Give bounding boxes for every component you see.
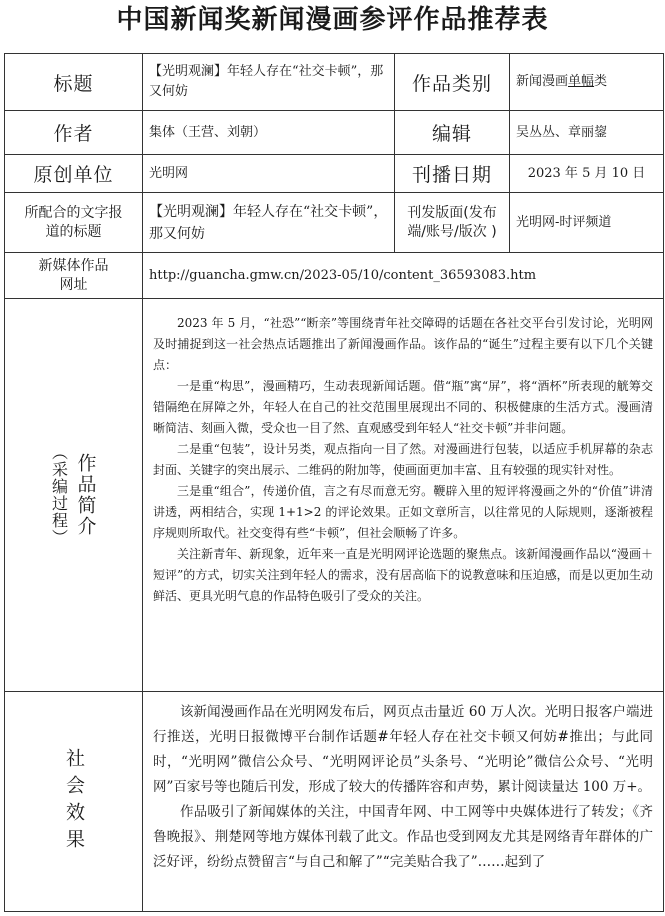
label-publish-date: 刊播日期	[395, 155, 510, 193]
label-effect-text	[5, 748, 142, 856]
label-intro-sub: （采编过程）	[49, 444, 69, 546]
label-title: 标题	[5, 54, 143, 111]
effect-char: 社会效果	[63, 747, 85, 856]
label-unit: 原创单位	[5, 155, 143, 193]
value-edition: 光明网-时评频道	[510, 193, 664, 253]
label-editor: 编辑	[395, 111, 510, 155]
page-title: 中国新闻奖新闻漫画参评作品推荐表	[116, 5, 549, 35]
category-prefix: 新闻漫画	[516, 74, 569, 89]
label-intro-main: 作品简介	[74, 453, 97, 537]
label-edition: 刊发版面(发布端/账号/版次 )	[395, 193, 510, 253]
intro-paragraph: 2023 年 5 月，“社恐”“断亲”等围绕青年社交障碍的话题在各社交平台引发讨论，光明网及时捕捉到这一社会热点话题推出了新闻漫画作品。该作品的“诞生”过程主要有以下几个关键点：	[153, 316, 653, 372]
row-title	[5, 54, 664, 111]
intro-paragraph: 一是重“构思”，漫画精巧，生动表现新闻话题。借“瓶”寓“屏”，将“酒杯”所表现的觥筹交错隔绝在屏障之外，年轻人在自己的社交范围里展现出不同的、积极健康的生活方式。漫画清晰简洁、刻画入微，受众也一目了然、直观感受到年轻人“社交卡顿”并非问题。	[153, 379, 653, 435]
recommendation-form	[4, 53, 664, 912]
label-author: 作者	[5, 111, 143, 155]
value-unit: 光明网	[143, 155, 395, 193]
intro-paragraph: 三是重“组合”，传递价值，言之有尽而意无穷。鞭辟入里的短评将漫画之外的“价值”讲清讲透，两相结合，实现 1+1>2 的评论效果。正如文章所言，以往常见的人际规则，逐渐被程序规则所取代。社交变得有些“卡顿”，但社会顺畅了许多。	[153, 484, 653, 540]
value-title: 【光明观澜】年轻人存在“社交卡顿”，那又何妨	[143, 54, 395, 111]
value-publish-date: 2023 年 5 月 10 日	[510, 155, 664, 193]
row-intro	[5, 299, 664, 692]
label-effect	[5, 692, 143, 912]
row-author	[5, 111, 664, 155]
intro-content	[143, 299, 664, 692]
effect-content	[143, 692, 664, 912]
row-effect	[5, 692, 664, 912]
effect-paragraph: 作品吸引了新闻媒体的关注，中国青年网、中工网等中央媒体进行了转发；《齐鲁晚报》、荆楚网等地方媒体刊载了此文。作品也受到网友尤其是网络青年群体的广泛好评，纷纷点赞留言“与自己和解了”“完美贴合我了”……起到了	[153, 804, 653, 870]
value-author: 集体（王营、刘朝）	[143, 111, 395, 155]
intro-paragraph: 关注新青年、新现象，近年来一直是光明网评论选题的聚焦点。该新闻漫画作品以“漫画＋短评”的方式，切实关注到年轻人的需求，没有居高临下的说教意味和压迫感，而是以更加生动鲜活、更具光明气息的作品特色吸引了受众的关注。	[153, 547, 653, 603]
label-text-report: 所配合的文字报道的标题	[5, 193, 143, 253]
effect-paragraph: 该新闻漫画作品在光明网发布后，网页点击量近 60 万人次。光明日报客户端进行推送，光明日报微博平台制作话题#年轻人存在社交卡顿又何妨#推出；与此同时，“光明网”微信公众号、“光明网评论员”头条号、“光明论”微信公众号、“光明网”百家号等也随后刊发，形成了较大的传播阵容和声势，累计阅读量达 100 万+。	[153, 704, 653, 795]
value-category	[510, 54, 664, 111]
value-editor: 吴丛丛、章丽鋆	[510, 111, 664, 155]
category-emphasis: 单幅	[568, 74, 595, 89]
label-category: 作品类别	[395, 54, 510, 111]
row-text-report	[5, 193, 664, 253]
row-unit	[5, 155, 664, 193]
row-newmedia	[5, 253, 664, 299]
value-newmedia-url: http://guancha.gmw.cn/2023-05/10/content_36593083.htm	[143, 253, 664, 299]
label-intro	[5, 299, 143, 692]
value-text-report: 【光明观澜】年轻人存在“社交卡顿”，那又何妨	[143, 193, 395, 253]
category-suffix: 类	[594, 74, 608, 89]
label-newmedia: 新媒体作品网址	[5, 253, 143, 299]
intro-paragraph: 二是重“包装”，设计另类，观点指向一目了然。对漫画进行包装，以适应手机屏幕的杂志封面、关键字的突出展示、二维码的附加等，使画面更加丰富、且有较强的现实针对性。	[153, 442, 653, 477]
